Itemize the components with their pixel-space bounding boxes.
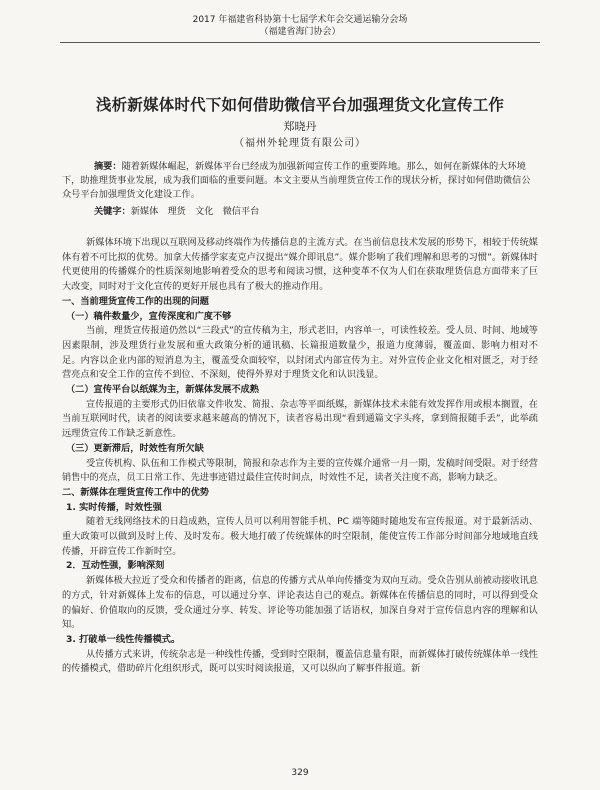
- subsection-heading-1-2: （二）宣传平台以纸媒为主，新媒体发展不成熟: [66, 384, 259, 396]
- author-affiliation: （福州外轮理货有限公司）: [234, 138, 366, 149]
- subsection-heading-1-3: （三）更新滞后，时效性有所欠缺: [66, 442, 204, 454]
- subsection-heading-2-2: 2．互动性强，影响深刻: [66, 560, 165, 572]
- section-heading-1: 一、当前理货宣传工作的出现的问题: [62, 295, 209, 307]
- paragraph-2-2: 新媒体极大拉近了受众和传播者的距离，信息的传播方式从单向传播变为双向互动。受众告别从前被动接收讯息的方式，针对新媒体上发布的信息，可以通过分享、评论表达自己的观点。新媒体在传播信息的同时，可以得到受众的偏好、价值取向的反馈，受众通过分享、转发、评论等功能加强了话语权，加深自身对于宣传信息内容的理解和认知。: [62, 575, 538, 631]
- conference-subtitle: （福建省海门协会）: [259, 27, 341, 37]
- abstract-text: 随着新媒体崛起，新媒体平台已经成为加强新闻宣传工作的重要阵地。那么，如何在新媒体的大环境下，助推理货事业发展，成为我们面临的重要问题。本文主要从当前理货宣传工作的现状分析，探讨如何借助微信公众号平台加强理货文化建设工作。: [62, 161, 531, 200]
- keywords-text: 新媒体 理货 文化 微信平台: [130, 206, 260, 217]
- paragraph-intro: 新媒体环境下出现以互联网及移动终端作为传播信息的主流方式。在当前信息技术发展的形势下，相较于传统媒体有着不可比拟的优势。加拿大传播学家麦克卢汉提出“媒介即讯息”。媒介影响了我们理解和思考的习惯”。新媒体时代更使用的传播媒介的性质深刻地影响着受众的思考和阅读习惯，这种变革不仅为人们在获取理货信息方面带来了巨大改变，同时对于文化宣传的更好开展也具有了极大的推动作用。: [62, 237, 538, 293]
- abstract-label: 摘要：: [94, 161, 122, 172]
- section-heading-2: 二、新媒体在理货宣传工作中的优势: [62, 486, 209, 498]
- subsection-heading-2-1: 1. 实时传播，时效性强: [66, 501, 162, 513]
- conference-title: 2017 年福建省科协第十七届学术年会交通运输分会场: [192, 15, 408, 25]
- paper-title: 浅析新媒体时代下如何借助微信平台加强理货文化宣传工作: [95, 96, 505, 114]
- keywords: [94, 205, 534, 219]
- header-rule: [60, 42, 540, 43]
- paragraph-1-2: 宣传报道的主要形式仍旧依靠文件收发、简报、杂志等平面纸媒，新媒体技术未能有效发挥作用或根本搁置，在当前互联网时代，读者的阅读要求越来越高的情况下，读者容易出现“看到通篇文字头疼，拿到简报随手丢”，此举疏远理货宣传工作缺乏新意性。: [62, 398, 538, 440]
- paragraph-1-1: 当前，理货宣传报道仍然以“三段式”的宣传稿为主，形式老旧，内容单一，可读性较差。受人员、时间、地域等因素限制，涉及理货行业发展和重大政策分析的通讯稿、长篇报道数量少，报道力度薄弱，覆盖面、影响力相对不足。内容以企业内部的短消息为主，覆盖受众面较窄，以封闭式内部宣传为主。对外宣传企业文化相对匮乏，对于经营亮点和安全工作的宣传不到位、不深刻，使得外界对于理货文化和认识浅显。: [62, 325, 538, 381]
- paragraph-1-3: 受宣传机构、队伍和工作模式等限制，简报和杂志作为主要的宣传媒介通常一月一期，发稿时间受限。对于经营销售中的亮点，员工日常工作、先进事迹错过最佳宣传时间点，时效性不足，读者关注度不高，影响力缺乏。: [62, 457, 538, 484]
- abstract: [62, 160, 538, 202]
- author-name: 郑晓丹: [283, 120, 317, 133]
- page-number: 329: [291, 768, 309, 778]
- keywords-label: 关键字：: [94, 206, 131, 217]
- paragraph-2-1: 随着无线网络技术的日趋成熟，宣传人员可以利用智能手机、PC 端等随时随地发布宣传报道。对于最新活动、重大政策可以做到及时上传、及时发布。极大地打破了传统媒体的时空限制，能使宣传工作部分时间部分地域地直线传播，开辟宣传工作新时空。: [62, 516, 538, 557]
- conference-header: [0, 14, 600, 38]
- subsection-heading-2-3: 3. 打破单一线性传播模式。: [66, 633, 181, 645]
- paper-body: [62, 236, 538, 677]
- subsection-heading-1-1: （一）稿件数量少，宣传深度和广度不够: [66, 310, 232, 322]
- paragraph-2-3: 从传播方式来讲，传统杂志是一种线性传播，受到时空限制，覆盖信息量有限，而新媒体打破传统媒体单一线性的传播模式，借助碎片化组织形式，既可以实时阅读报道，又可以纵向了解事件报道。新: [62, 648, 538, 675]
